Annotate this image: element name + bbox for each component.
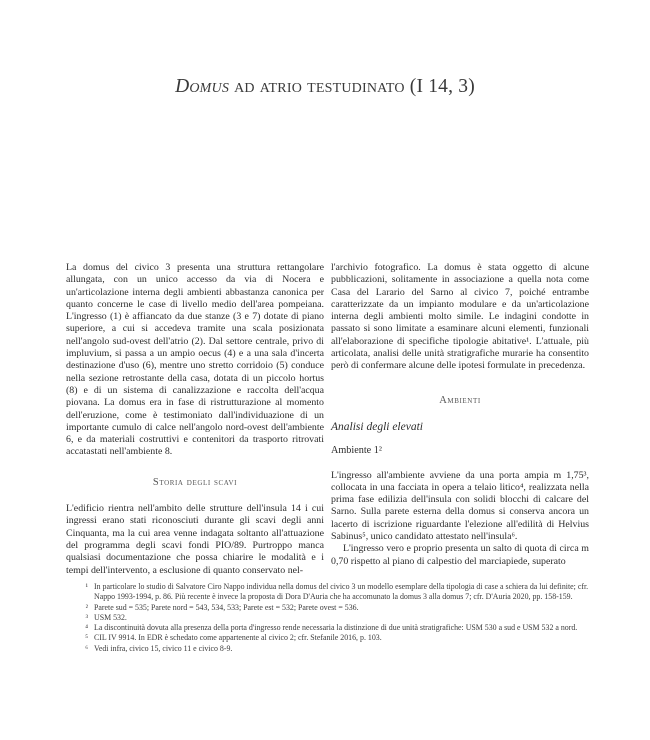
footnote-number: ⁶ bbox=[85, 643, 88, 653]
footnote-number: ² bbox=[85, 602, 88, 612]
left-paragraph-storia: L'edificio rientra nell'ambito delle strutture dell'insula 14 i cui ingressi erano stati riconosciuti durante gli scavi degli anni Cinquanta, ma la cui area venne indagata soltanto all'attuazione del programma degli scavi fondi PIO/89. Purtroppo manca qualsiasi documentazione che possa chiarire le modalità e i tempi dell'intervento, a esclusione di quanto conservato nel- bbox=[66, 503, 324, 576]
right-paragraph-archive: l'archivio fotografico. La domus è stata oggetto di alcune pubblicazioni, solitamente in associazione a quella nota come Casa del Larario del Sarno al civico 7, poiché entrambe caratterizzate da un impianto modulare e da un'articolazione interna degli ambienti molto simile. Le indagini condotte in passato si sono limitate a esaminare alcuni elementi, funzionali all'elaborazione di specifiche tipologie abitative¹. L'attuale, più articolata, analisi delle unità stratigrafiche murarie ha consentito però di confermare alcune delle ipotesi formulate in precedenza. bbox=[331, 262, 589, 372]
footnote bbox=[66, 644, 589, 654]
subheading-analisi: Analisi degli elevati bbox=[331, 420, 423, 433]
section-heading-storia: Storia degli scavi bbox=[152, 476, 238, 488]
footnote-text: La discontinuità dovuta alla presenza della porta d'ingresso rende necessaria la distinzione di due unità stratigrafiche: USM 530 a sud e USM 532 a nord. bbox=[94, 623, 578, 633]
footnote bbox=[66, 613, 589, 623]
footnote-text: CIL IV 9914. In EDR è schedato come appartenente al civico 2; cfr. Stefanile 2016, p. 103. bbox=[94, 633, 382, 643]
footnote bbox=[66, 633, 589, 643]
ambiente-label: Ambiente 1² bbox=[331, 445, 382, 457]
section-heading-ambienti: Ambienti bbox=[439, 394, 481, 406]
footnotes bbox=[66, 582, 589, 654]
footnote bbox=[66, 582, 589, 603]
footnote-text: USM 532. bbox=[94, 612, 127, 622]
footnote-number: ⁴ bbox=[85, 623, 88, 633]
title-domus: Domus bbox=[175, 76, 230, 97]
page-title bbox=[0, 76, 650, 98]
title-rest: ad atrio testudinato (I 14, 3) bbox=[229, 76, 475, 97]
footnote-number: ⁵ bbox=[85, 633, 88, 643]
footnote bbox=[66, 603, 589, 613]
footnote-number: ³ bbox=[85, 612, 88, 622]
footnote-text: Vedi infra, civico 15, civico 11 e civico 8-9. bbox=[94, 643, 233, 653]
right-column bbox=[331, 262, 589, 568]
footnote bbox=[66, 623, 589, 633]
right-paragraph-salto: L'ingresso vero e proprio presenta un salto di quota di circa m 0,70 rispetto al piano di calpestio del marciapiede, superato bbox=[331, 543, 589, 567]
footnote-text: Parete sud = 535; Parete nord = 543, 534, 533; Parete est = 532; Parete ovest = 536. bbox=[94, 602, 359, 612]
footnote-text: In particolare lo studio di Salvatore Ciro Nappo individua nella domus del civico 3 un modello esemplare della tipologia di case a schiera da lui definite; cfr. Nappo 1993-1994, p. 86. Più recente è invece la proposta di Dora D'Auria che ha accomunato la domus 3 alla domus 7; cfr. D'Auria 2020, pp. 158-159. bbox=[94, 582, 589, 602]
left-column bbox=[66, 262, 324, 577]
right-paragraph-ingresso: L'ingresso all'ambiente avviene da una porta ampia m 1,75³, collocata in una facciata in opera a telaio litico⁴, realizzata nella prima fase edilizia dell'insula con solidi blocchi di calcare del Sarno. Sulla parete esterna della domus si conserva ancora un lacerto di iscrizione riguardante l'elezione all'edilità di Helvius Sabinus⁵, unico candidato attestato nell'insula⁶. bbox=[331, 469, 589, 543]
left-paragraph-intro: La domus del civico 3 presenta una struttura rettangolare allungata, con un unico accesso da via di Nocera e un'articolazione interna degli ambienti abbastanza canonica per quanto concerne le case di livello medio dell'area pompeiana. L'ingresso (1) è affiancato da due stanze (3 e 7) dotate di piano superiore, a cui si accedeva tramite una scala posizionata nell'angolo sud-ovest dell'atrio (2). Dal settore centrale, privo di impluvium, si passa a un ampio oecus (4) e a una sala d'incerta destinazione d'uso (6), mentre uno stretto corridoio (5) conduce nella sezione retrostante della casa, dotata di un piccolo hortus (8) e di un sistema di canalizzazione e raccolta dell'acqua piovana. La domus era in fase di ristrutturazione al momento dell'eruzione, come è testimoniato dall'individuazione di un importante cumulo di calce nell'angolo nord-ovest dell'ambiente 6, e da materiali costruttivi e contenitori da trasporto ritrovati accatastati nell'ambiente 8. bbox=[66, 262, 324, 458]
footnote-number: ¹ bbox=[85, 582, 88, 591]
